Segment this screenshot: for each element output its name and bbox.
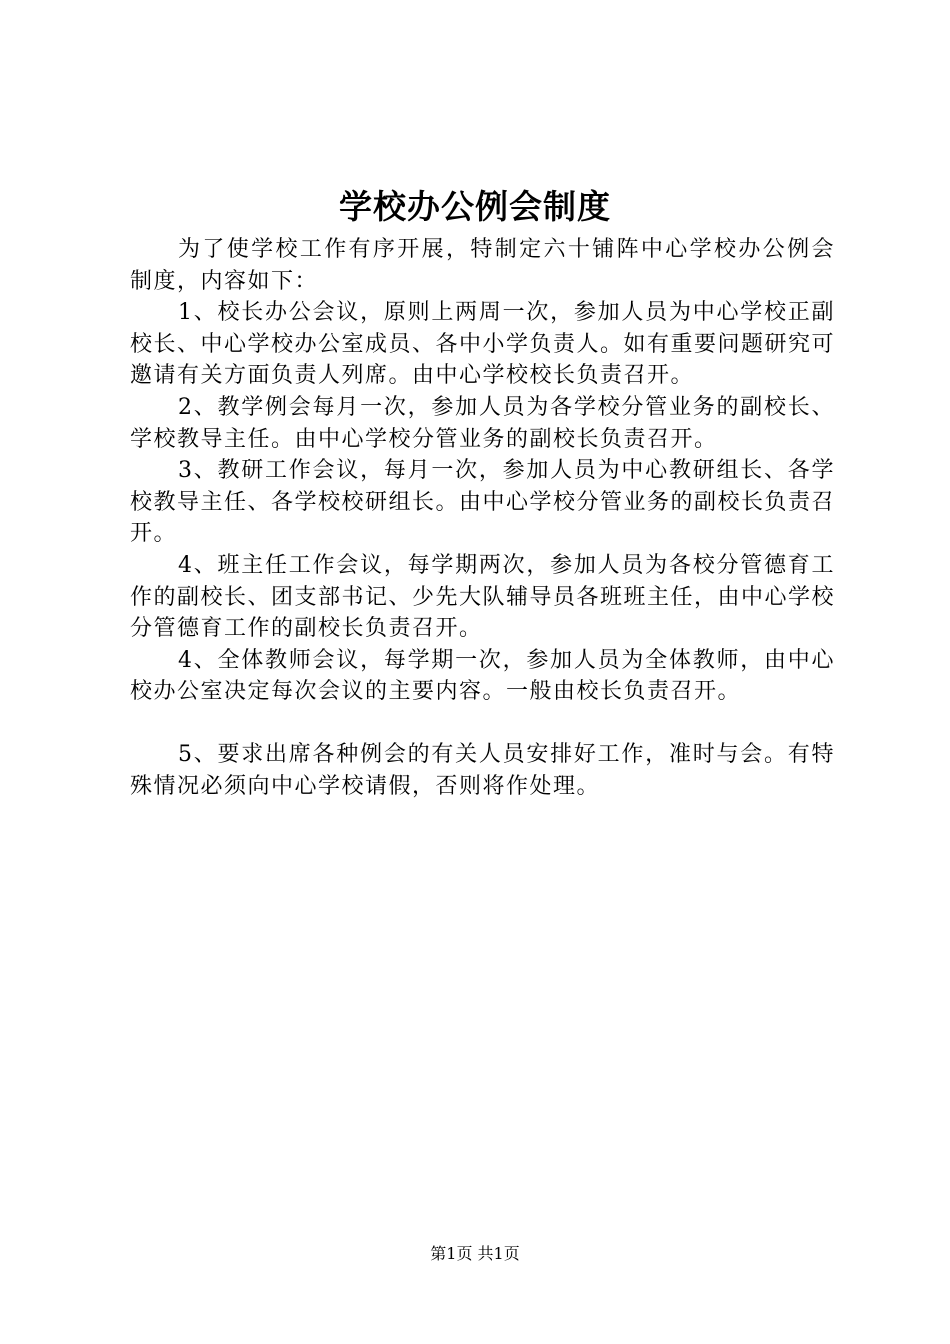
paragraph-principal-meeting: 1、校长办公会议，原则上两周一次，参加人员为中心学校正副校长、中心学校办公室成员、各中小学负责人。如有重要问题研究可邀请有关方面负责人列席。由中心学校校长负责召开。 [130, 300, 836, 389]
paragraph-head-teacher-meeting: 4、班主任工作会议，每学期两次，参加人员为各校分管德育工作的副校长、团支部书记、少先大队辅导员各班班主任，由中心学校分管德育工作的副校长负责召开。 [130, 552, 836, 642]
document-title: 学校办公例会制度 [339, 187, 611, 226]
paragraph-all-teachers-meeting: 4、全体教师会议，每学期一次，参加人员为全体教师，由中心校办公室决定每次会议的主要内容。一般由校长负责召开。 [130, 647, 835, 705]
paragraph-attendance-requirement: 5、要求出席各种例会的有关人员安排好工作，准时与会。有特殊情况必须向中心学校请假，否则将作处理。 [130, 741, 835, 799]
document-body [130, 234, 835, 802]
paragraph-research-meeting: 3、教研工作会议，每月一次，参加人员为中心教研组长、各学校教导主任、各学校校研组长。由中心学校分管业务的副校长负责召开。 [130, 458, 836, 547]
paragraph-teaching-meeting: 2、教学例会每月一次，参加人员为各学校分管业务的副校长、学校教导主任。由中心学校分管业务的副校长负责召开。 [130, 394, 835, 452]
intro-paragraph: 为了使学校工作有序开展，特制定六十铺阵中心学校办公例会制度，内容如下： [130, 237, 835, 294]
page-footer: 第1页 共1页 [430, 1244, 520, 1263]
